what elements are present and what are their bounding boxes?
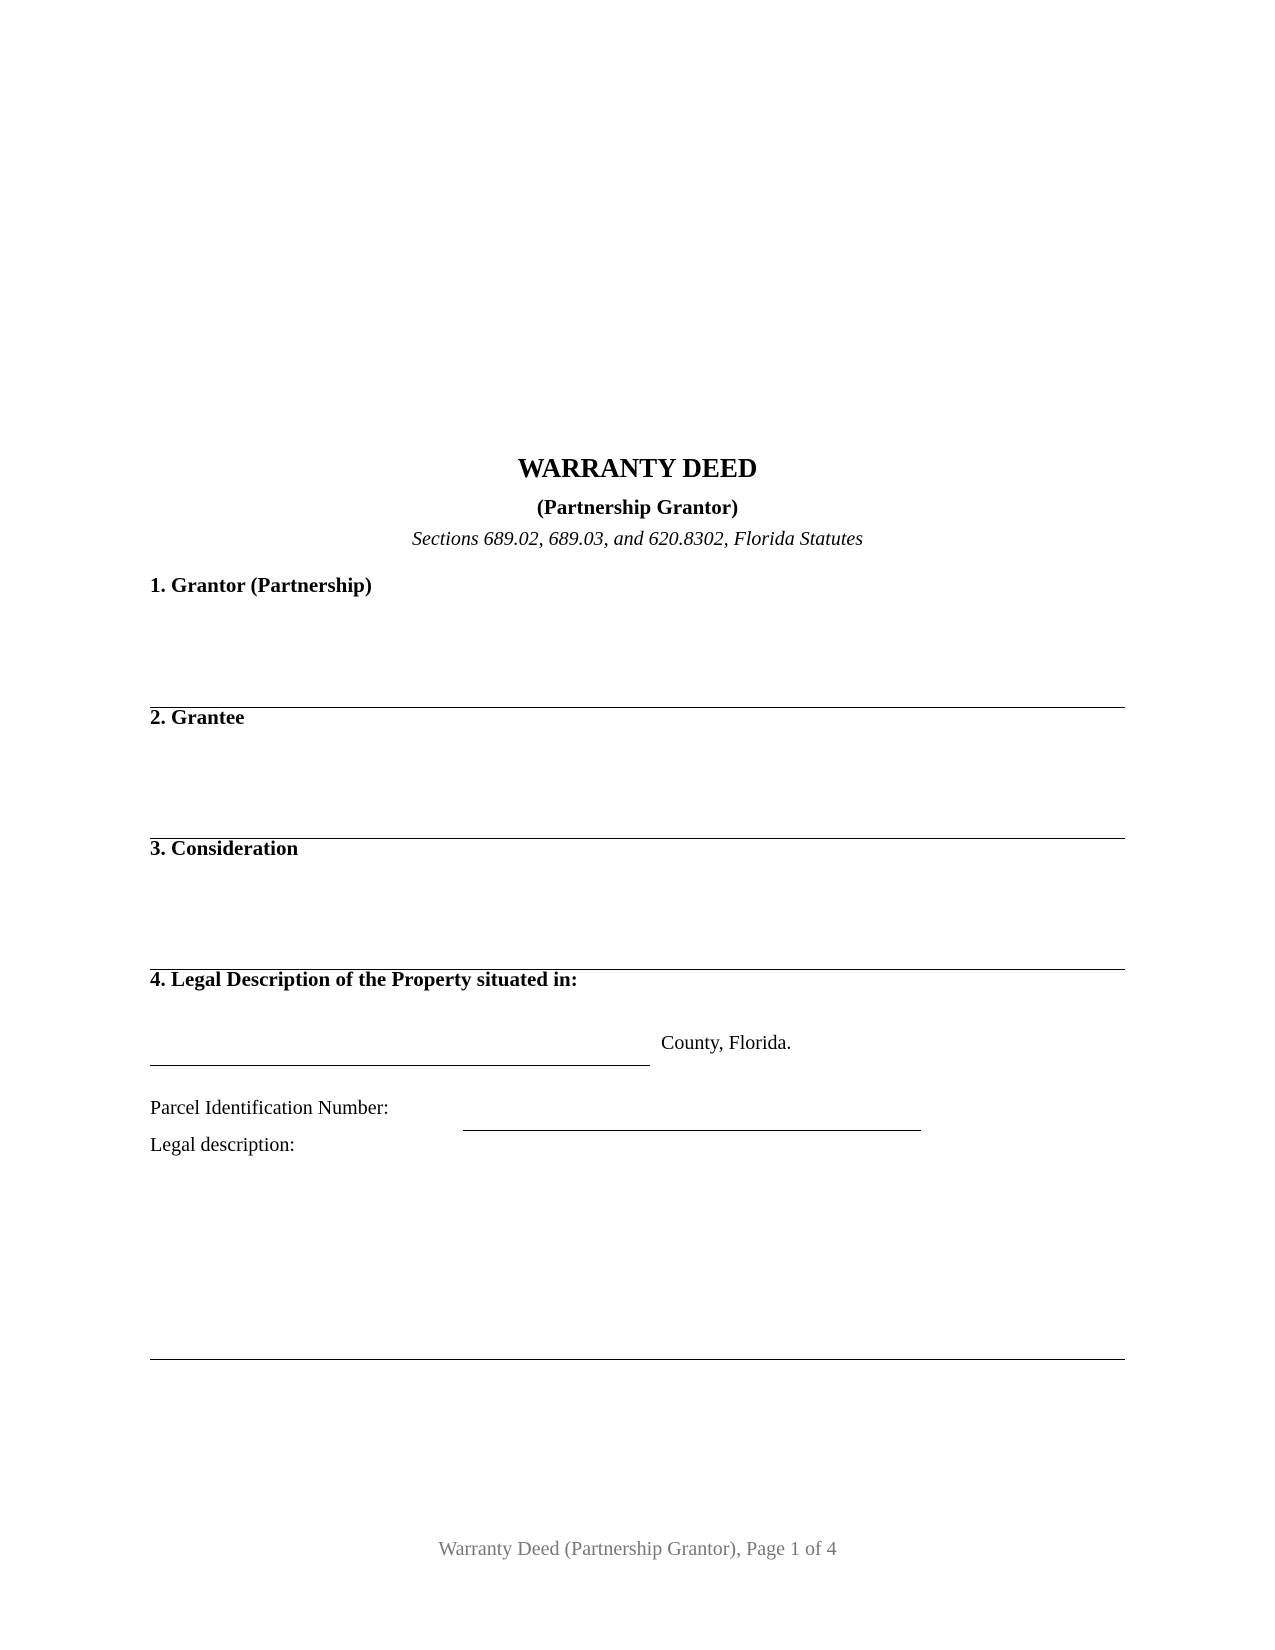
document-subtitle: (Partnership Grantor) <box>536 495 739 519</box>
parcel-id-entry-line[interactable] <box>463 1130 921 1131</box>
county-entry-line[interactable] <box>150 1065 650 1066</box>
parcel-id-label: Parcel Identification Number: <box>150 1097 389 1119</box>
document-title: WARRANTY DEED <box>517 453 758 483</box>
statute-reference: Sections 689.02, 689.03, and 620.8302, Florida Statutes <box>411 528 864 550</box>
page-footer: Warranty Deed (Partnership Grantor), Page 1 of 4 <box>438 1538 837 1560</box>
grantor-entry-line[interactable] <box>150 707 1125 708</box>
grantor-heading: 1. Grantor (Partnership) <box>150 573 372 597</box>
grantee-heading: 2. Grantee <box>150 705 245 729</box>
legal-description-entry-line[interactable] <box>150 1359 1125 1360</box>
legal-description-heading: 4. Legal Description of the Property situated in: <box>150 967 578 991</box>
consideration-heading: 3. Consideration <box>150 836 299 860</box>
county-suffix: County, Florida. <box>661 1032 792 1054</box>
legal-description-label: Legal description: <box>150 1134 295 1156</box>
